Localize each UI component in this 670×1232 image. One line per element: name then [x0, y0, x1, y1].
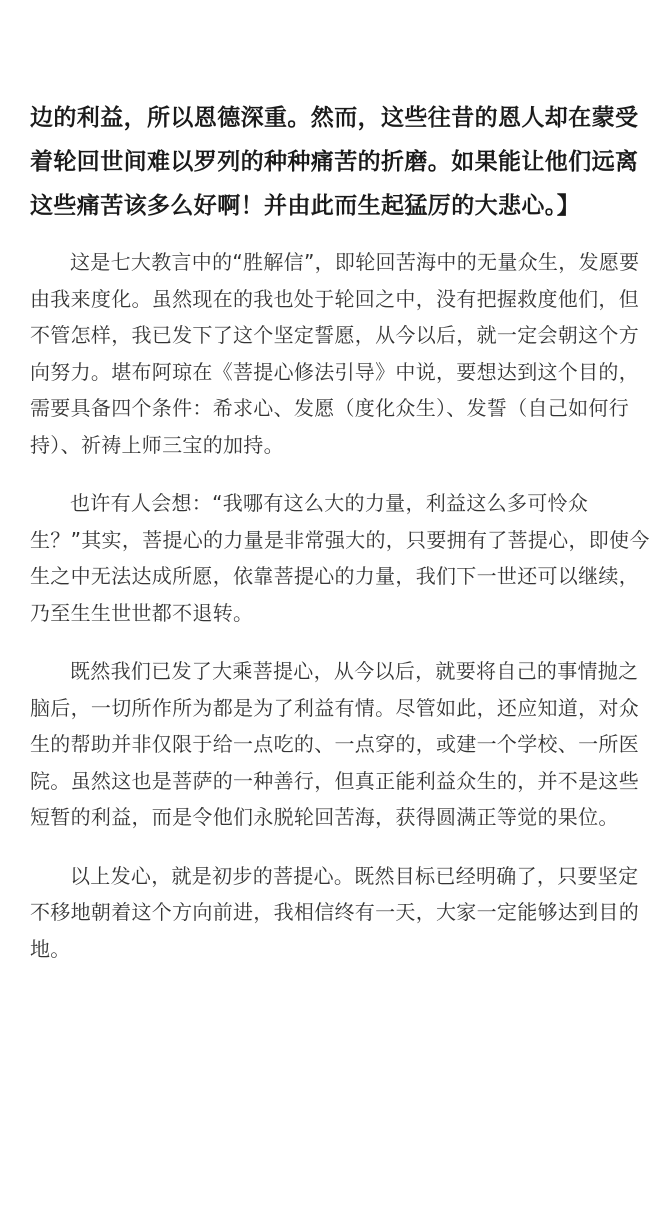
body-paragraph-2: 也许有人会想：“我哪有这么大的力量，利益这么多可怜众生？”其实，菩提心的力量是非常强大的，只要拥有了菩提心，即使今生之中无法达成所愿，依靠菩提心的力量，我们下一世还可以继续，乃至生生世世都不退转。: [30, 491, 650, 625]
body-paragraph-1: 这是七大教言中的“胜解信”，即轮回苦海中的无量众生，发愿要由我来度化。虽然现在的我也处于轮回之中，没有把握救度他们，但不管怎样，我已发下了这个坚定誓愿，从今以后，就一定会朝这个方向努力。堪布阿琼在《菩提心修法引导》中说，要想达到这个目的，需要具备四个条件：希求心、发愿（度化众生）、发誓（自己如何行持）、祈祷上师三宝的加持。: [30, 250, 640, 457]
body-paragraph-4: 以上发心，就是初步的菩提心。既然目标已经明确了，只要坚定不移地朝着这个方向前进，我相信终有一天，大家一定能够达到目的地。: [30, 863, 639, 961]
article-page: [30, 96, 650, 989]
body-paragraph-3: 既然我们已发了大乘菩提心，从今以后，就要将自己的事情抛之脑后，一切所作所为都是为了利益有情。尽管如此，还应知道，对众生的帮助并非仅限于给一点吃的、一点穿的，或建一个学校、一所医院。虽然这也是菩萨的一种善行，但真正能利益众生的，并不是这些短暂的利益，而是令他们永脱轮回苦海，获得圆满正等觉的果位。: [30, 659, 639, 829]
bold-quote-paragraph: 边的利益，所以恩德深重。然而，这些往昔的恩人却在蒙受着轮回世间难以罗列的种种痛苦的折磨。如果能让他们远离这些痛苦该多么好啊！并由此而生起猛厉的大悲心。】: [30, 104, 639, 219]
